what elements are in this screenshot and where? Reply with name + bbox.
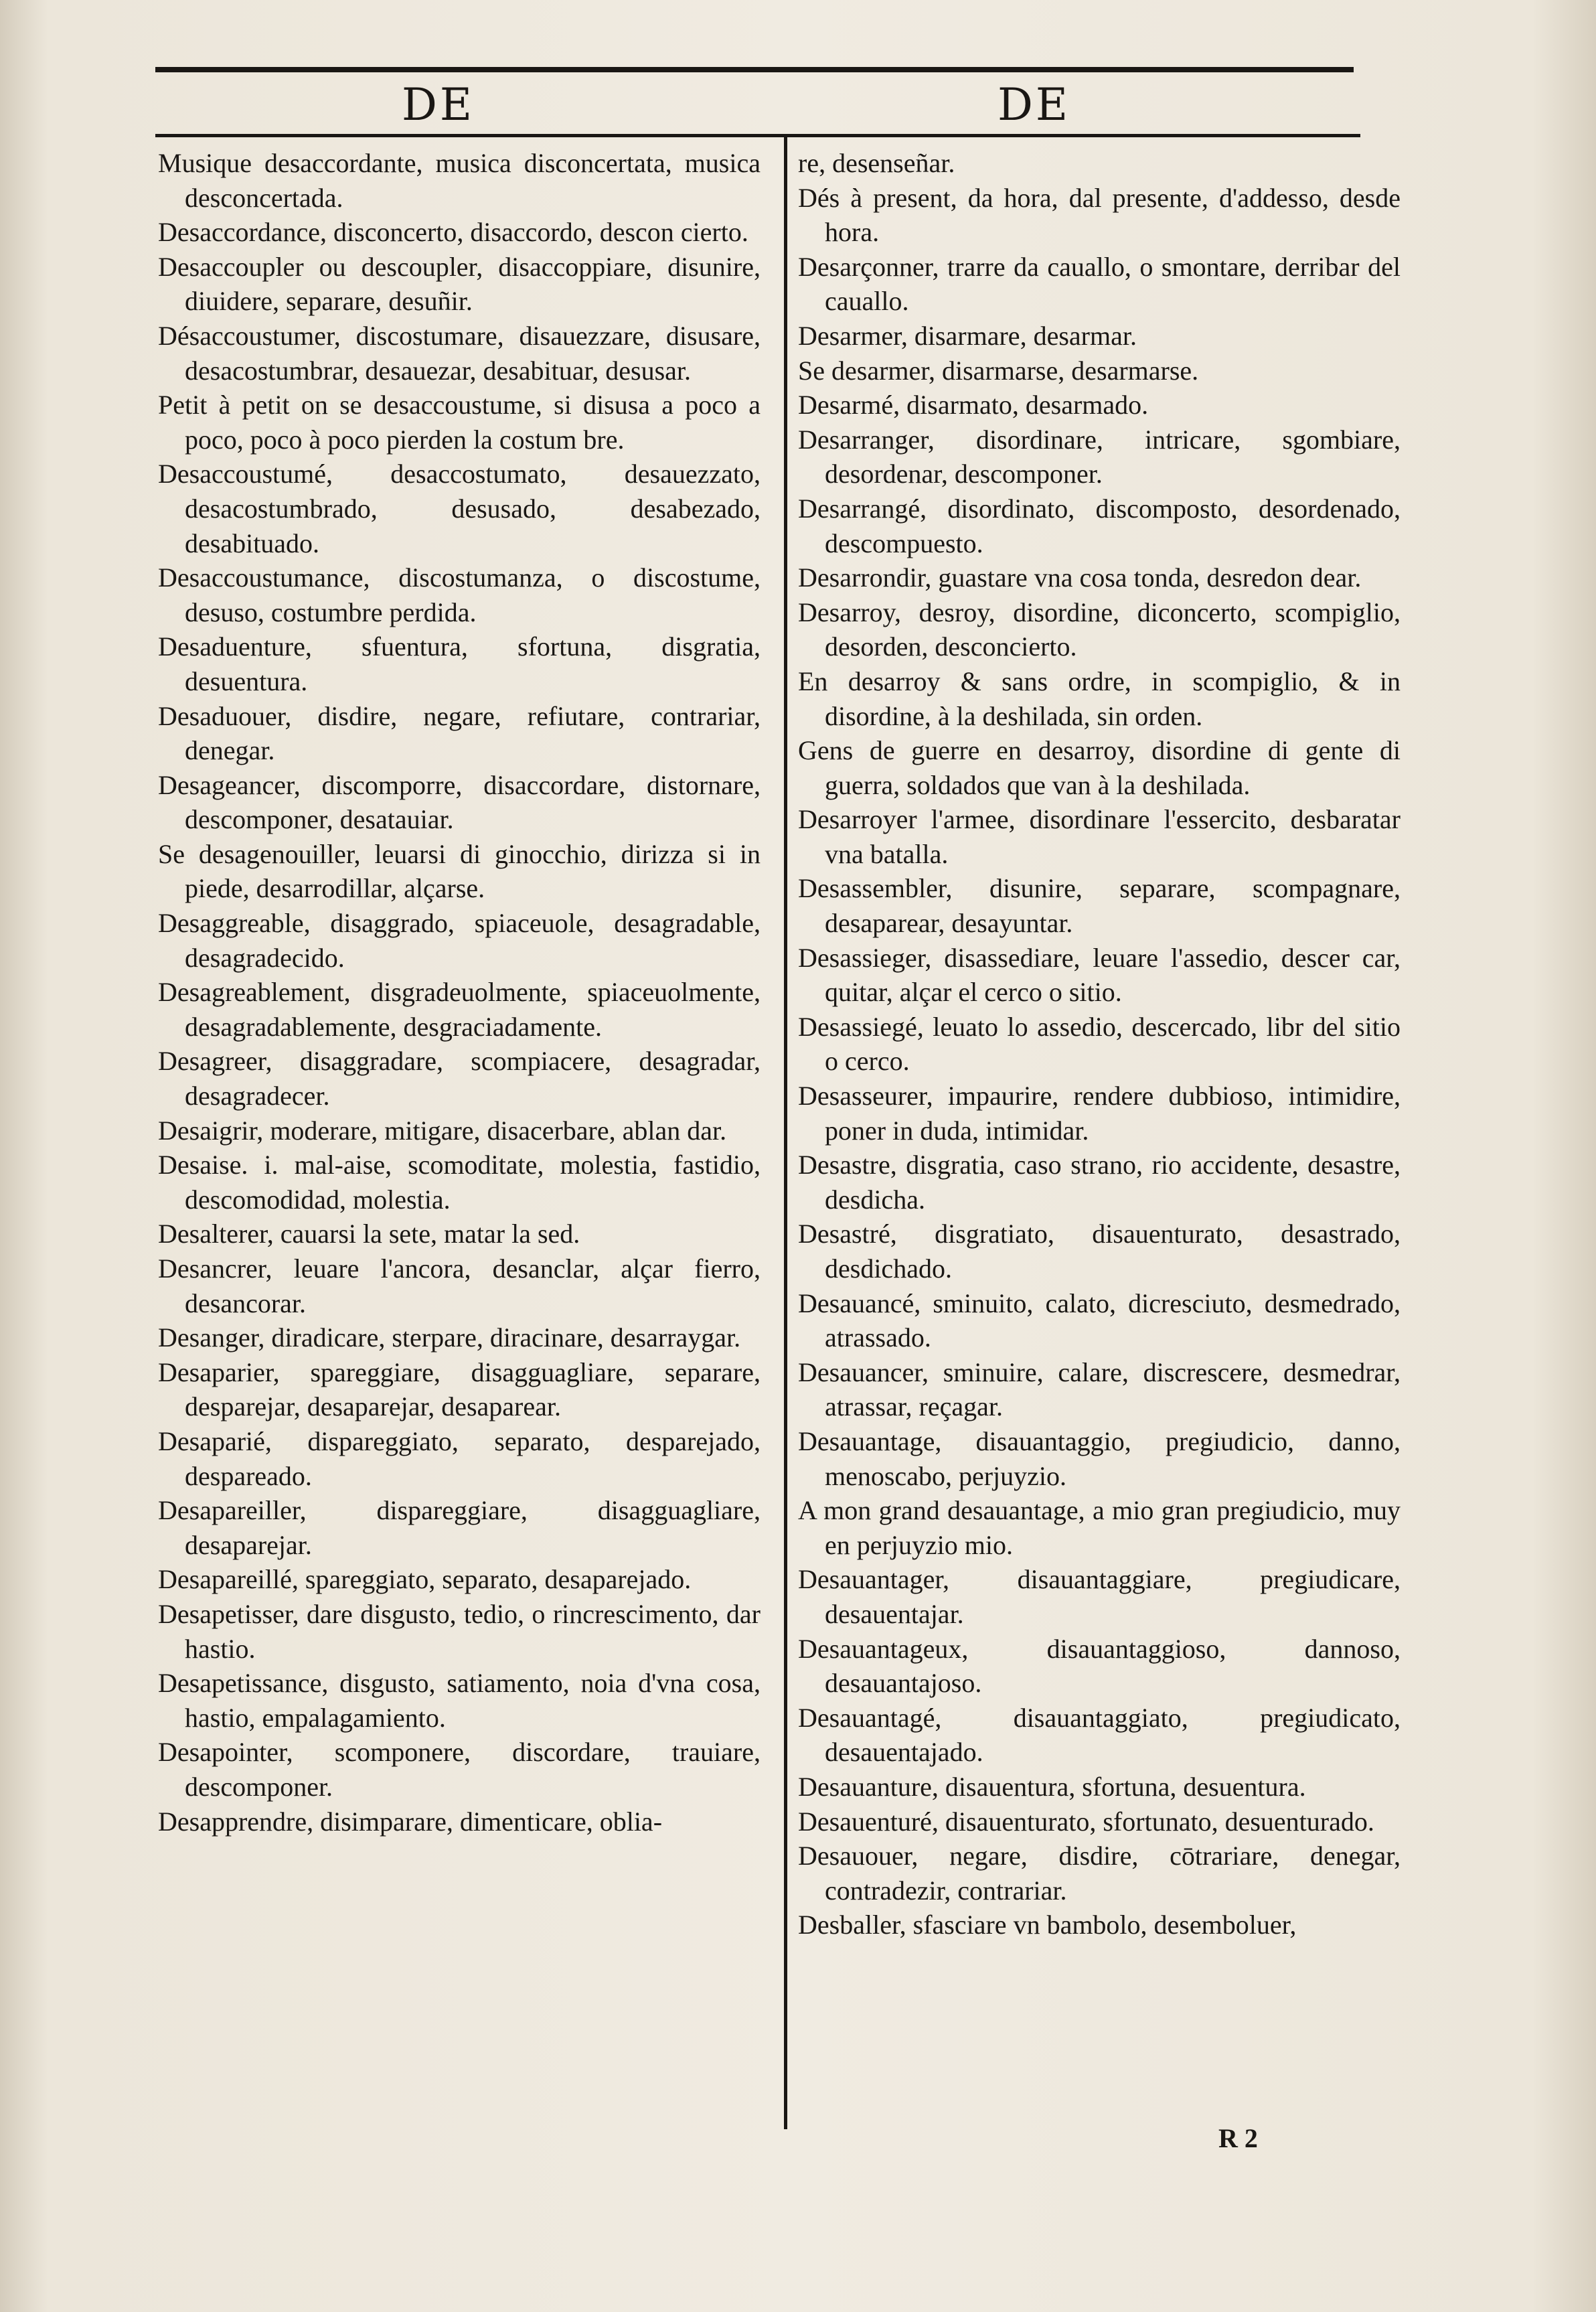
dictionary-entry: Desagreer, disaggradare, scompiacere, desagradar, desagradecer. <box>158 1046 761 1111</box>
dictionary-entry: Desarranger, disordinare, intricare, sgombiare, desordenar, descomponer. <box>798 424 1401 489</box>
dictionary-entry: Desauenturé, disauenturato, sfortunato, desuenturado. <box>798 1806 1374 1837</box>
dictionary-entry: Desaduouer, disdire, negare, refiutare, contrariar, denegar. <box>158 700 761 766</box>
dictionary-entry: Desauantagé, disauantaggiato, pregiudicato, desauentajado. <box>798 1702 1401 1768</box>
header-rule <box>155 134 1360 137</box>
dictionary-entry: Desauantageux, disauantaggioso, dannoso, desauantajoso. <box>798 1633 1401 1699</box>
dictionary-entry: re, desenseñar. <box>798 148 955 178</box>
dictionary-entry: Desaigrir, moderare, mitigare, disacerbare, ablan dar. <box>158 1115 727 1146</box>
dictionary-entry: Desaccordance, disconcerto, disaccordo, descon cierto. <box>158 217 748 248</box>
dictionary-entry: Desaise. i. mal-aise, scomoditate, molestia, fastidio, descomodidad, molestia. <box>158 1150 761 1215</box>
dictionary-entry: Desapareillé, spareggiato, separato, desaparejado. <box>158 1564 692 1595</box>
dictionary-entry: Petit à petit on se desaccoustume, si disusa a poco a poco, poco à poco pierden la costum bre. <box>158 390 761 455</box>
dictionary-entry: Desapareiller, dispareggiare, disagguagliare, desaparejar. <box>158 1495 761 1560</box>
dictionary-entry: Desaduenture, sfuentura, sfortuna, disgratia, desuentura. <box>158 631 761 696</box>
dictionary-entry: Desauantager, disauantaggiare, pregiudicare, desauentajar. <box>798 1564 1401 1629</box>
dictionary-entry: Desasseurer, impaurire, rendere dubbioso, intimidire, poner in duda, intimidar. <box>798 1081 1401 1146</box>
dictionary-entry: Desaccoustumance, discostumanza, o discostume, desuso, costumbre perdida. <box>158 562 761 627</box>
dictionary-entry: Desarroyer l'armee, disordinare l'essercito, desbaratar vna batalla. <box>798 804 1401 869</box>
dictionary-entry: Desassieger, disassediare, leuare l'assedio, descer car, quitar, alçar el cerco o sitio. <box>798 942 1401 1008</box>
left-column <box>158 146 761 1839</box>
dictionary-entry: A mon grand desauantage, a mio gran pregiudicio, muy en perjuyzio mio. <box>798 1495 1401 1560</box>
dictionary-entry: Desassiegé, leuato lo assedio, descercado, libr del sitio o cerco. <box>798 1011 1401 1077</box>
dictionary-entry: Desaparier, spareggiare, disagguagliare, separare, desparejar, desaparejar, desaparear. <box>158 1357 761 1422</box>
dictionary-entry: Desarrangé, disordinato, discomposto, desordenado, descompuesto. <box>798 493 1401 558</box>
dictionary-entry: Desapetisser, dare disgusto, tedio, o rincrescimento, dar hastio. <box>158 1598 761 1664</box>
dictionary-entry: Desaparié, dispareggiato, separato, desparejado, despareado. <box>158 1425 761 1491</box>
dictionary-entry: Désaccoustumer, discostumare, disauezzare, disusare, desacostumbrar, desauezar, desabituar, desusar. <box>158 320 761 386</box>
column-divider <box>784 137 787 2129</box>
dictionary-entry: Desaccoustumé, desaccostumato, desauezzato, desacostumbrado, desusado, desabezado, desabituado. <box>158 459 761 558</box>
dictionary-entry: Desapetissance, disgusto, satiamento, noia d'vna cosa, hastio, empalagamiento. <box>158 1668 761 1733</box>
dictionary-entry: Desapprendre, disimparare, dimenticare, oblia- <box>158 1806 663 1837</box>
right-column <box>798 146 1401 1942</box>
dictionary-entry: Desauantage, disauantaggio, pregiudicio, danno, menoscabo, perjuyzio. <box>798 1425 1401 1491</box>
dictionary-entry: Desauouer, negare, disdire, cōtrariare, denegar, contradezir, contrariar. <box>798 1841 1401 1906</box>
dictionary-entry: Desauanture, disauentura, sfortuna, desuentura. <box>798 1771 1306 1802</box>
dictionary-entry: Desancrer, leuare l'ancora, desanclar, alçar fierro, desancorar. <box>158 1253 761 1318</box>
dictionary-entry: Desastré, disgratiato, disauenturato, desastrado, desdichado. <box>798 1219 1401 1284</box>
dictionary-entry: Desastre, disgratia, caso strano, rio accidente, desastre, desdicha. <box>798 1150 1401 1215</box>
dictionary-entry: Desagreablement, disgradeuolmente, spiaceuolmente, desagradablemente, desgraciadamente. <box>158 977 761 1042</box>
dictionary-entry: Desapointer, scomponere, discordare, trauiare, descomponer. <box>158 1737 761 1802</box>
dictionary-entry: Desarmer, disarmare, desarmar. <box>798 320 1137 351</box>
dictionary-entry: Desarmé, disarmato, desarmado. <box>798 390 1149 420</box>
running-head-left: DE <box>402 79 475 131</box>
dictionary-entry: Musique desaccordante, musica disconcertata, musica desconcertada. <box>158 148 761 213</box>
dictionary-entry: Desauancé, sminuito, calato, dicresciuto, desmedrado, atrassado. <box>798 1288 1401 1353</box>
dictionary-entry: En desarroy & sans ordre, in scompiglio, & in disordine, à la deshilada, sin orden. <box>798 666 1401 731</box>
dictionary-entry: Desarroy, desroy, disordine, diconcerto, scompiglio, desorden, desconcierto. <box>798 597 1401 662</box>
dictionary-entry: Desageancer, discomporre, disaccordare, distornare, descomponer, desatauiar. <box>158 769 761 835</box>
dictionary-entry: Dés à present, da hora, dal presente, d'addesso, desde hora. <box>798 182 1401 248</box>
dictionary-entry: Gens de guerre en desarroy, disordine di gente di guerra, soldados que van à la deshilada. <box>798 735 1401 800</box>
top-rule <box>155 67 1354 72</box>
dictionary-entry: Se desagenouiller, leuarsi di ginocchio, dirizza si in piede, desarrodillar, alçarse. <box>158 838 761 904</box>
dictionary-entry: Desarçonner, trarre da cauallo, o smontare, derribar del cauallo. <box>798 251 1401 317</box>
dictionary-entry: Desassembler, disunire, separare, scompagnare, desaparear, desayuntar. <box>798 873 1401 939</box>
dictionary-entry: Desalterer, cauarsi la sete, matar la sed. <box>158 1219 580 1249</box>
dictionary-entry: Desanger, diradicare, sterpare, diracinare, desarraygar. <box>158 1322 741 1353</box>
dictionary-entry: Desaggreable, disaggrado, spiaceuole, desagradable, desagradecido. <box>158 908 761 973</box>
dictionary-entry: Desballer, sfasciare vn bambolo, desemboluer, <box>798 1910 1297 1940</box>
dictionary-entry: Desauancer, sminuire, calare, discrescere, desmedrar, atrassar, reçagar. <box>798 1357 1401 1422</box>
signature-mark: R 2 <box>1218 2123 1258 2153</box>
dictionary-entry: Desarrondir, guastare vna cosa tonda, desredon dear. <box>798 562 1362 593</box>
dictionary-entry: Desaccoupler ou descoupler, disaccoppiare, disunire, diuidere, separare, desuñir. <box>158 251 761 317</box>
dictionary-entry: Se desarmer, disarmarse, desarmarse. <box>798 355 1199 386</box>
running-head-right: DE <box>998 79 1071 131</box>
